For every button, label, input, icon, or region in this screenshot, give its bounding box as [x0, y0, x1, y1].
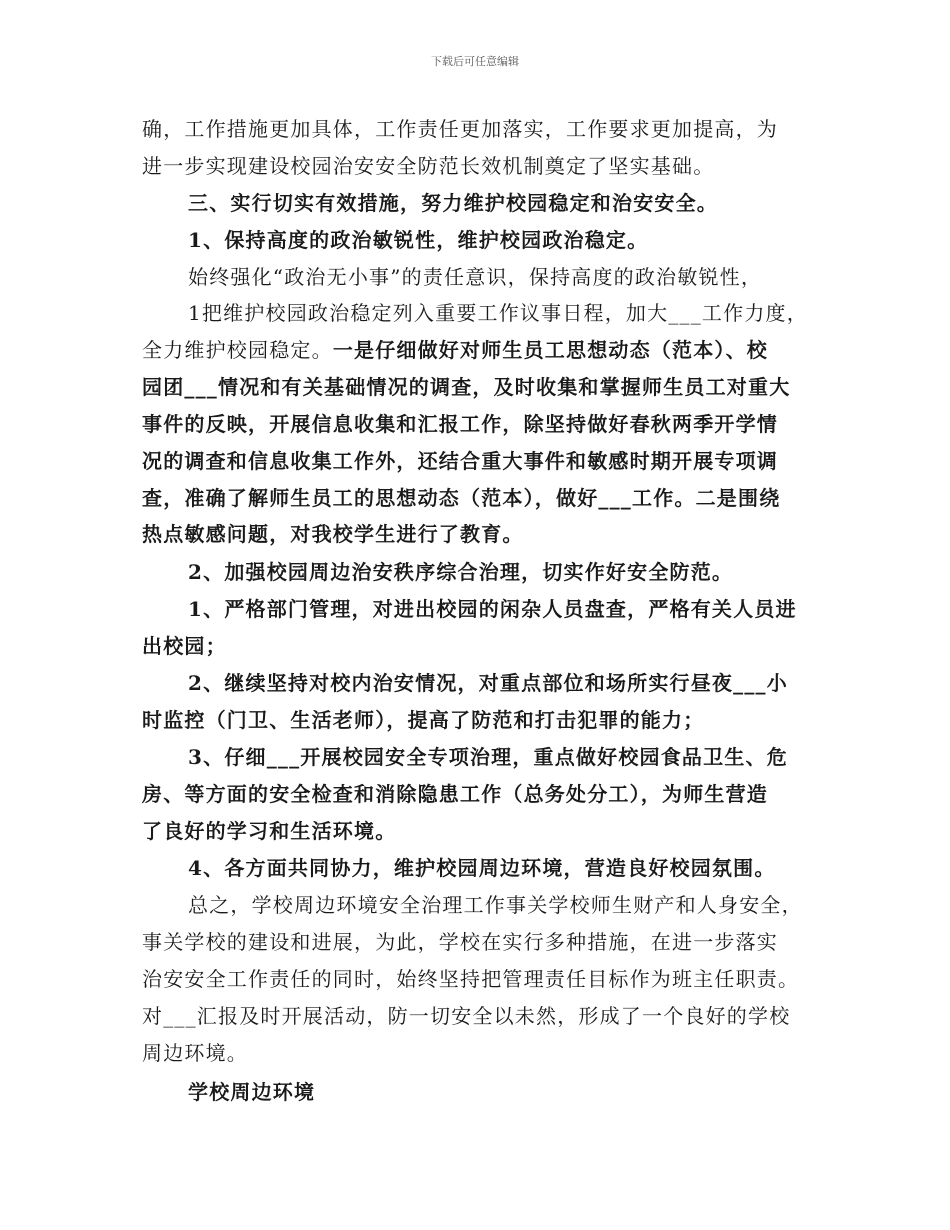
- text-line: 况的调查和信息收集工作外，还结合重大事件和敏感时期开展专项调: [142, 449, 778, 473]
- text-line: 1把维护校园政治稳定列入重要工作议事日程，加大___工作力度，: [188, 301, 808, 325]
- text-line: 周边环境。: [142, 1041, 248, 1065]
- text-bold: 一是仔细做好对师生员工思想动态（范本）、校: [332, 338, 769, 362]
- text-line: 时监控（门卫、生活老师），提高了防范和打击犯罪的能力；: [142, 708, 705, 732]
- text-line: 出校园；: [142, 634, 227, 658]
- page-header: 下载后可任意编辑: [431, 55, 519, 68]
- text-line: 事关学校的建设和进展，为此，学校在实行多种措施，在进一步落实: [142, 930, 778, 954]
- text-line: 总之，学校周边环境安全治理工作事关学校师生财产和人身安全，: [188, 893, 803, 917]
- subsection-heading: 4、各方面共同协力，维护校园周边环境，营造良好校园氛围。: [188, 856, 776, 880]
- text-line: 园团___情况和有关基础情况的调查，及时收集和掌握师生员工对重大: [142, 375, 791, 399]
- text-line-mixed: [142, 337, 822, 363]
- subsection-heading: 1、保持高度的政治敏锐性，维护校园政治稳定。: [188, 228, 649, 252]
- text-line: 治安安全工作责任的同时，始终坚持把管理责任目标作为班主任职责。: [142, 967, 800, 991]
- section-heading: 三、实行切实有效措施，努力维护校园稳定和治安安全。: [188, 191, 718, 215]
- text-line: 1、严格部门管理，对进出校园的闲杂人员盘查，严格有关人员进: [188, 597, 797, 621]
- text-line: 查，准确了解师生员工的思想动态（范本），做好___工作。二是围绕: [142, 486, 781, 510]
- text-line: 了良好的学习和生活环境。: [142, 819, 397, 843]
- text-line: 进一步实现建设校园治安安全防范长效机制奠定了坚实基础。: [142, 154, 715, 178]
- text-line: 确，工作措施更加具体，工作责任更加落实，工作要求更加提高，为: [142, 117, 778, 141]
- text-line: 房、等方面的安全检查和消除隐患工作（总务处分工），为师生营造: [142, 782, 768, 806]
- text-line: 3、仔细___开展校园安全专项治理，重点做好校园食品卫生、危: [188, 745, 788, 769]
- text-plain: 全力维护校园稳定。: [142, 338, 333, 362]
- subsection-heading: 2、加强校园周边治安秩序综合治理，切实作好安全防范。: [188, 560, 734, 584]
- section-title: 学校周边环境: [188, 1080, 316, 1104]
- text-line: 对___汇报及时开展活动，防一切安全以未然，形成了一个良好的学校: [142, 1004, 791, 1028]
- text-line: 事件的反映，开展信息收集和汇报工作，除坚持做好春秋两季开学情: [142, 412, 778, 436]
- text-line: 2、继续坚持对校内治安情况，对重点部位和场所实行昼夜___小: [188, 671, 788, 695]
- text-line: 始终强化“政治无小事”的责任意识，保持高度的政治敏锐性，: [188, 265, 763, 289]
- text-line: 热点敏感问题，对我校学生进行了教育。: [142, 522, 524, 546]
